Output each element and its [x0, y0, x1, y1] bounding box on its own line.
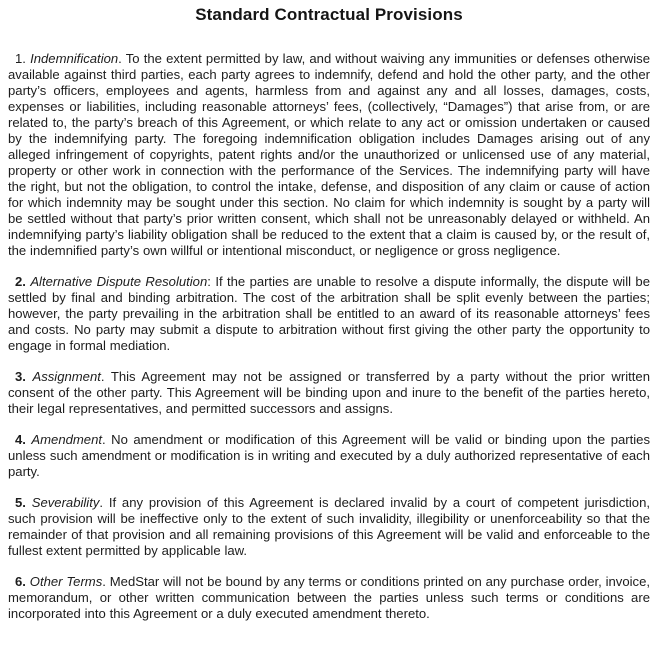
document-title: Standard Contractual Provisions: [195, 5, 463, 24]
provision-number: 4.: [15, 432, 26, 447]
provision-body: If the parties are unable to resolve a dispute informally, the dispute will be settled by final and binding arbitration. The cost of the arbitration shall be split evenly between the parties; however, the party prevailing in the arbitration shall be entitled to an award of its reasonable attorneys’ fees and costs. No party may submit a dispute to arbitration without first giving the other party the opportunity to engage in formal mediation.: [8, 274, 651, 353]
provision-body: To the extent permitted by law, and without waiving any immunities or defenses otherwise available against third parties, each party agrees to indemnify, defend and hold the other party, and the other party’s officers, employees and agents, harmless from and against any and all losses, damages, costs, expenses or liabilities, including reasonable attorneys’ fees, (collectively, “Damages”) that arise from, or are related to, the party’s breach of this Agreement, or which relate to any act or omission undertaken or caused by the indemnifying party. The foregoing indemnification obligation includes Damages arising out of any alleged infringement of copyrights, patent rights and/or the unauthorized or unlicensed use of any material, property or other work in connection with the performance of the Services. The indemnifying party will have the right, but not the obligation, to control the intake, defense, and disposition of any claim or cause of action for which indemnity may be sought under this section. No claim for which indemnity is sought by a party will be settled without that party’s prior written consent, which shall not be unreasonably delayed or withheld. An indemnifying party’s liability obligation shall be reduced to the extent that a claim is caused by, or the result of, the indemnified party’s own willful or intentional misconduct, or negligence or gross negligence.: [8, 51, 651, 258]
provision-paragraph-amendment: [8, 432, 650, 480]
provision-heading: Assignment: [32, 369, 101, 384]
provision-heading: Severability: [31, 495, 100, 510]
provision-heading-suffix: .: [102, 574, 106, 589]
provision-paragraph-dispute-resolution: [8, 274, 650, 354]
provision-heading: Indemnification: [30, 51, 119, 66]
provision-heading-suffix: .: [118, 51, 122, 66]
provision-body: MedStar will not be bound by any terms or conditions printed on any purchase order, invoice, memorandum, or other written communication between the parties unless such terms or conditions are incorporated into this Agreement or a duly executed amendment thereto.: [8, 574, 651, 621]
provision-heading-suffix: .: [99, 495, 104, 510]
provision-number: 1.: [15, 51, 26, 66]
provision-number: 2.: [15, 274, 26, 289]
provision-number: 5.: [15, 495, 26, 510]
provision-heading-suffix: .: [102, 432, 106, 447]
provision-paragraph-severability: [8, 495, 650, 559]
provision-paragraph-indemnification: [8, 51, 650, 259]
provision-heading-suffix: :: [207, 274, 211, 289]
provision-body: No amendment or modification of this Agreement will be valid or binding upon the parties unless such amendment or modification is in writing and executed by a duly authorized representative of each party.: [8, 432, 650, 479]
provision-body: If any provision of this Agreement is declared invalid by a court of competent jurisdiction, such provision will be ineffective only to the extent of such invalidity, illegibility or unenforceability so that the remainder of that provision and all remaining provisions of this Agreement will be valid and enforceable to the fullest extent permitted by applicable law.: [8, 495, 650, 558]
provision-number: 6.: [15, 574, 26, 589]
provision-heading: Alternative Dispute Resolution: [30, 274, 208, 289]
provision-paragraph-assignment: [8, 369, 650, 417]
provision-heading: Amendment: [31, 432, 103, 447]
provision-paragraph-other-terms: [8, 574, 650, 622]
provision-body: This Agreement may not be assigned or transferred by a party without the prior written consent of the other party. This Agreement will be binding upon and inure to the benefit of the parties hereto, their legal representatives, and permitted successors and assigns.: [8, 369, 650, 416]
provision-number: 3.: [15, 369, 26, 384]
provision-heading-suffix: .: [100, 369, 105, 384]
provision-heading: Other Terms: [29, 574, 103, 589]
